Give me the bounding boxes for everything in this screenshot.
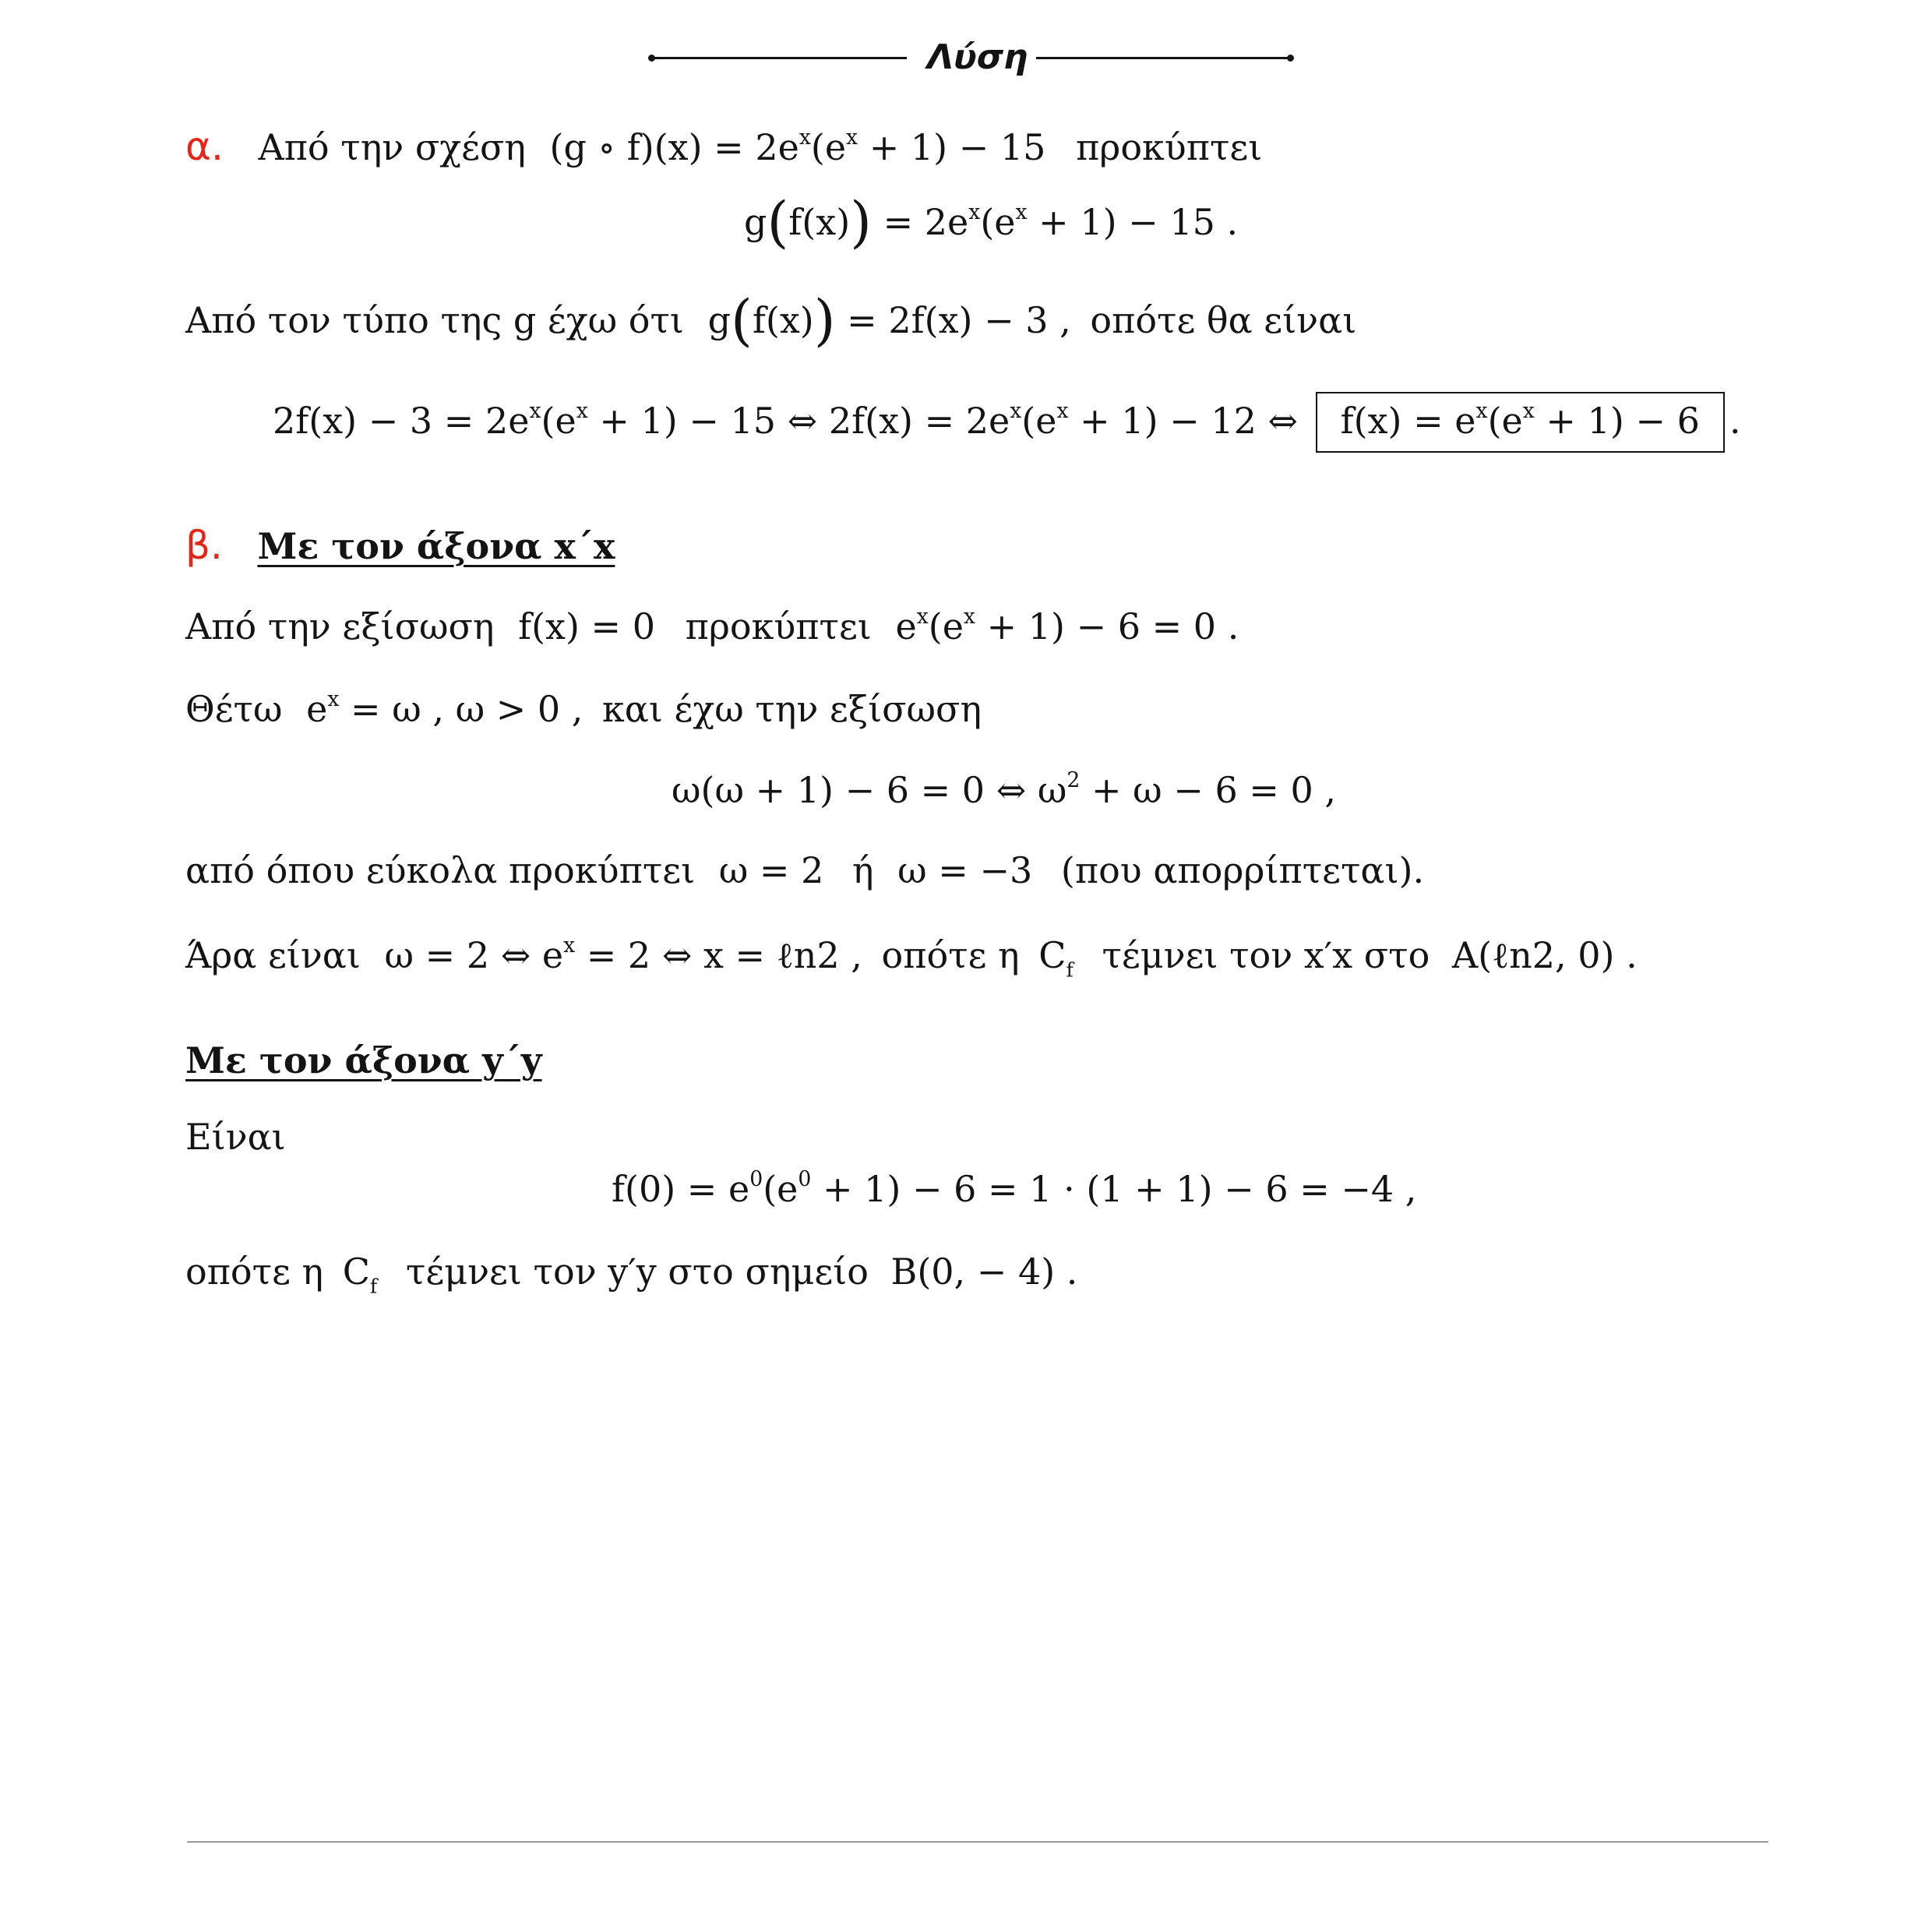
part-a-text-1-end: προκύπτει — [1076, 126, 1263, 168]
part-a-text-2: Από τον τύπο της g έχω ότι — [185, 299, 684, 341]
part-b-line-5: Είναι — [185, 1116, 286, 1158]
part-b-line-4: Άρα είναι ω = 2 ⇔ $e^x = 2$ ⇔ x = ℓn2 , οπότε η $C_f$ τέμνει τον x′x στο A(ℓn2, 0) . — [185, 933, 1638, 982]
title-rule-right — [1036, 57, 1290, 59]
title-rule-left — [651, 57, 907, 59]
part-a-text-1: Από την σχέση — [258, 126, 526, 168]
part-b-equation-3: ω(ω + 1) − 6 = 0 ⇔ $\omega^2 + \omega - 6 = 0$ , — [672, 768, 1337, 811]
part-a-line-1 — [185, 124, 1263, 169]
part-a-label: α. — [185, 124, 224, 169]
footer-rule — [187, 1841, 1768, 1843]
part-a-math-2: g(f(x)) = 2f(x) − 3 , — [707, 288, 1071, 353]
result-box: $f(x) = e^x(e^x + 1) - 6$ — [1316, 392, 1725, 453]
title-rule-right-dot — [1287, 55, 1294, 62]
part-a-line-2 — [185, 288, 1357, 353]
part-a-equation-2: $2f(x) - 3 = 2e^x(e^x + 1) - 15$ ⇔ $2f(x) = 2e^x(e^x + 1) - 12$ ⇔ $f(x) = e^x(e^x + 1) - 6$ . — [273, 403, 1740, 439]
part-b-equation-4: $f(0) = e^0(e^0 + 1) - 6 = 1 \cdot (1 + 1) - 6 = -4$ , — [612, 1167, 1417, 1210]
heading-y-axis-line — [185, 1039, 542, 1081]
part-a-math-1: (g ∘ $f)(x) = 2e^x(e^x + 1) - 15$ — [549, 125, 1046, 168]
part-a-text-2-end: οπότε θα είναι — [1090, 299, 1357, 341]
part-b-line-3: από όπου εύκολα προκύπτει ω = 2 ή ω = −3 (που απορρίπτεται). — [185, 849, 1425, 891]
heading-x-axis: Με τον άξονα x΄x — [257, 525, 615, 567]
part-b-heading-line — [185, 523, 615, 568]
page-title: Λύση — [927, 37, 1028, 77]
part-b-label: β. — [185, 523, 223, 568]
part-a-equation-1: $g(f(x)) = 2e^x(e^x + 1) - 15$ . — [744, 189, 1239, 255]
part-b-line-2: Θέτω $e^x = \omega$ , ω > 0 , και έχω την εξίσωση — [185, 687, 982, 730]
heading-y-axis: Με τον άξονα y΄y — [185, 1039, 542, 1081]
part-b-line-6: οπότε η $C_f$ τέμνει τον y′y στο σημείο B(0, − 4) . — [185, 1251, 1078, 1298]
part-b-line-1: Από την εξίσωση f(x) = 0 προκύπτει $e^x(e^x + 1) - 6 = 0$ . — [185, 605, 1239, 647]
